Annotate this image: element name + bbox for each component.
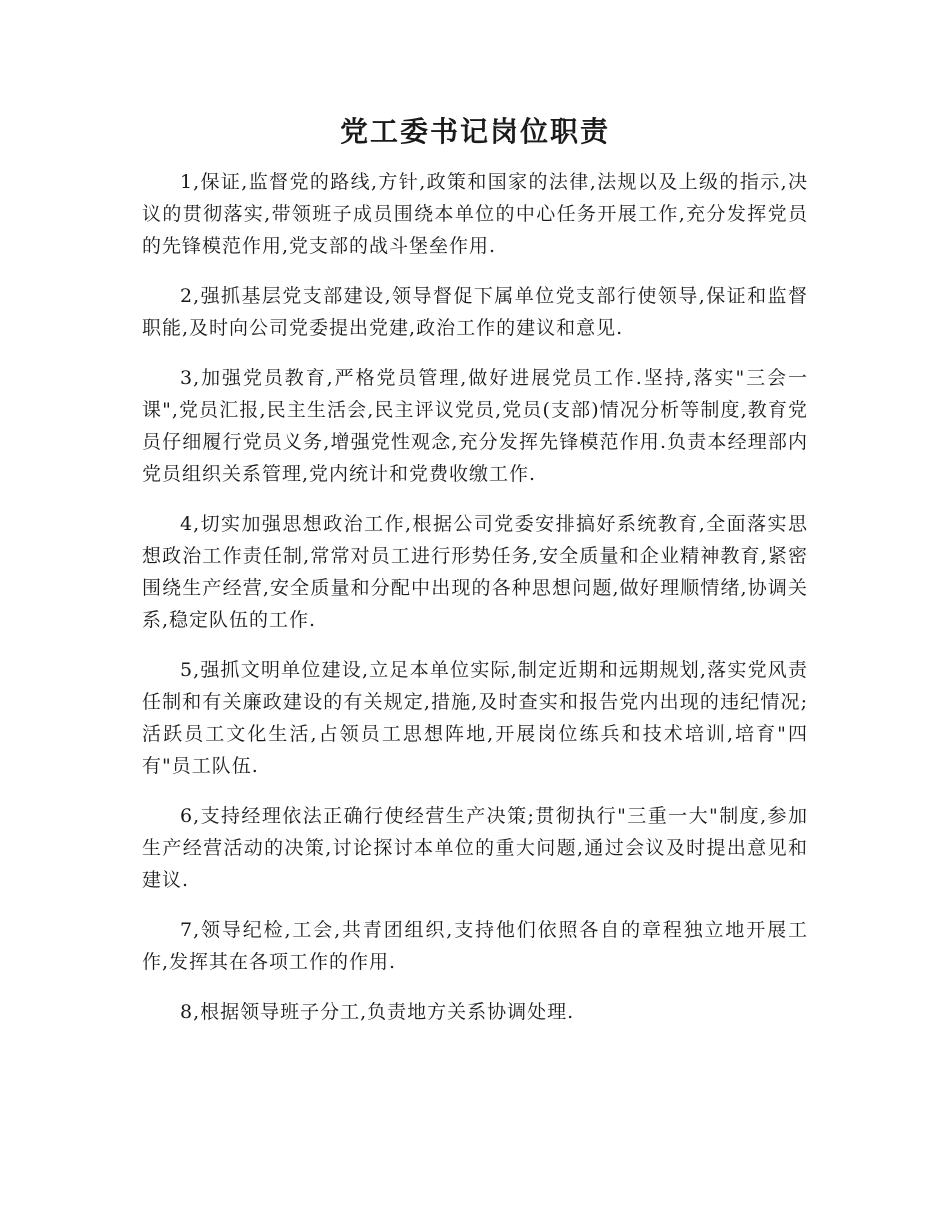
paragraph-8: 8,根据领导班子分工,负责地方关系协调处理. — [180, 1001, 575, 1023]
paragraph-2: 2,强抓基层党支部建设,领导督促下属单位党支部行使领导,保证和监督职能,及时向公司党委提出党建,政治工作的建议和意见. — [142, 285, 808, 339]
paragraph-1: 1,保证,监督党的路线,方针,政策和国家的法律,法规以及上级的指示,决议的贯彻落实,带领班子成员围绕本单位的中心任务开展工作,充分发挥党员的先锋模范作用,党支部的战斗堡垒作用. — [142, 171, 808, 257]
paragraph-5: 5,强抓文明单位建设,立足本单位实际,制定近期和远期规划,落实党风责任制和有关廉政建设的有关规定,措施,及时查实和报告党内出现的违纪情况;活跃员工文化生活,占领员工思想阵地,开展岗位练兵和技术培训,培育"四有"员工队伍. — [142, 659, 808, 777]
paragraph-3: 3,加强党员教育,严格党员管理,做好进展党员工作.坚持,落实"三会一课",党员汇报,民主生活会,民主评议党员,党员(支部)情况分析等制度,教育党员仔细履行党员义务,增强党性观念,充分发挥先锋模范作用.负责本经理部内党员组织关系管理,党内统计和党费收缴工作. — [142, 367, 808, 485]
paragraph-4: 4,切实加强思想政治工作,根据公司党委安排搞好系统教育,全面落实思想政治工作责任制,常常对员工进行形势任务,安全质量和企业精神教育,紧密围绕生产经营,安全质量和分配中出现的各种思想问题,做好理顺情绪,协调关系,稳定队伍的工作. — [142, 513, 808, 631]
paragraph-6: 6,支持经理依法正确行使经营生产决策;贯彻执行"三重一大"制度,参加生产经营活动的决策,讨论探讨本单位的重大问题,通过会议及时提出意见和建议. — [142, 805, 808, 891]
document-body — [142, 166, 808, 1046]
paragraph-7: 7,领导纪检,工会,共青团组织,支持他们依照各自的章程独立地开展工作,发挥其在各项工作的作用. — [142, 919, 808, 973]
document-title: 党工委书记岗位职责 — [339, 115, 610, 148]
